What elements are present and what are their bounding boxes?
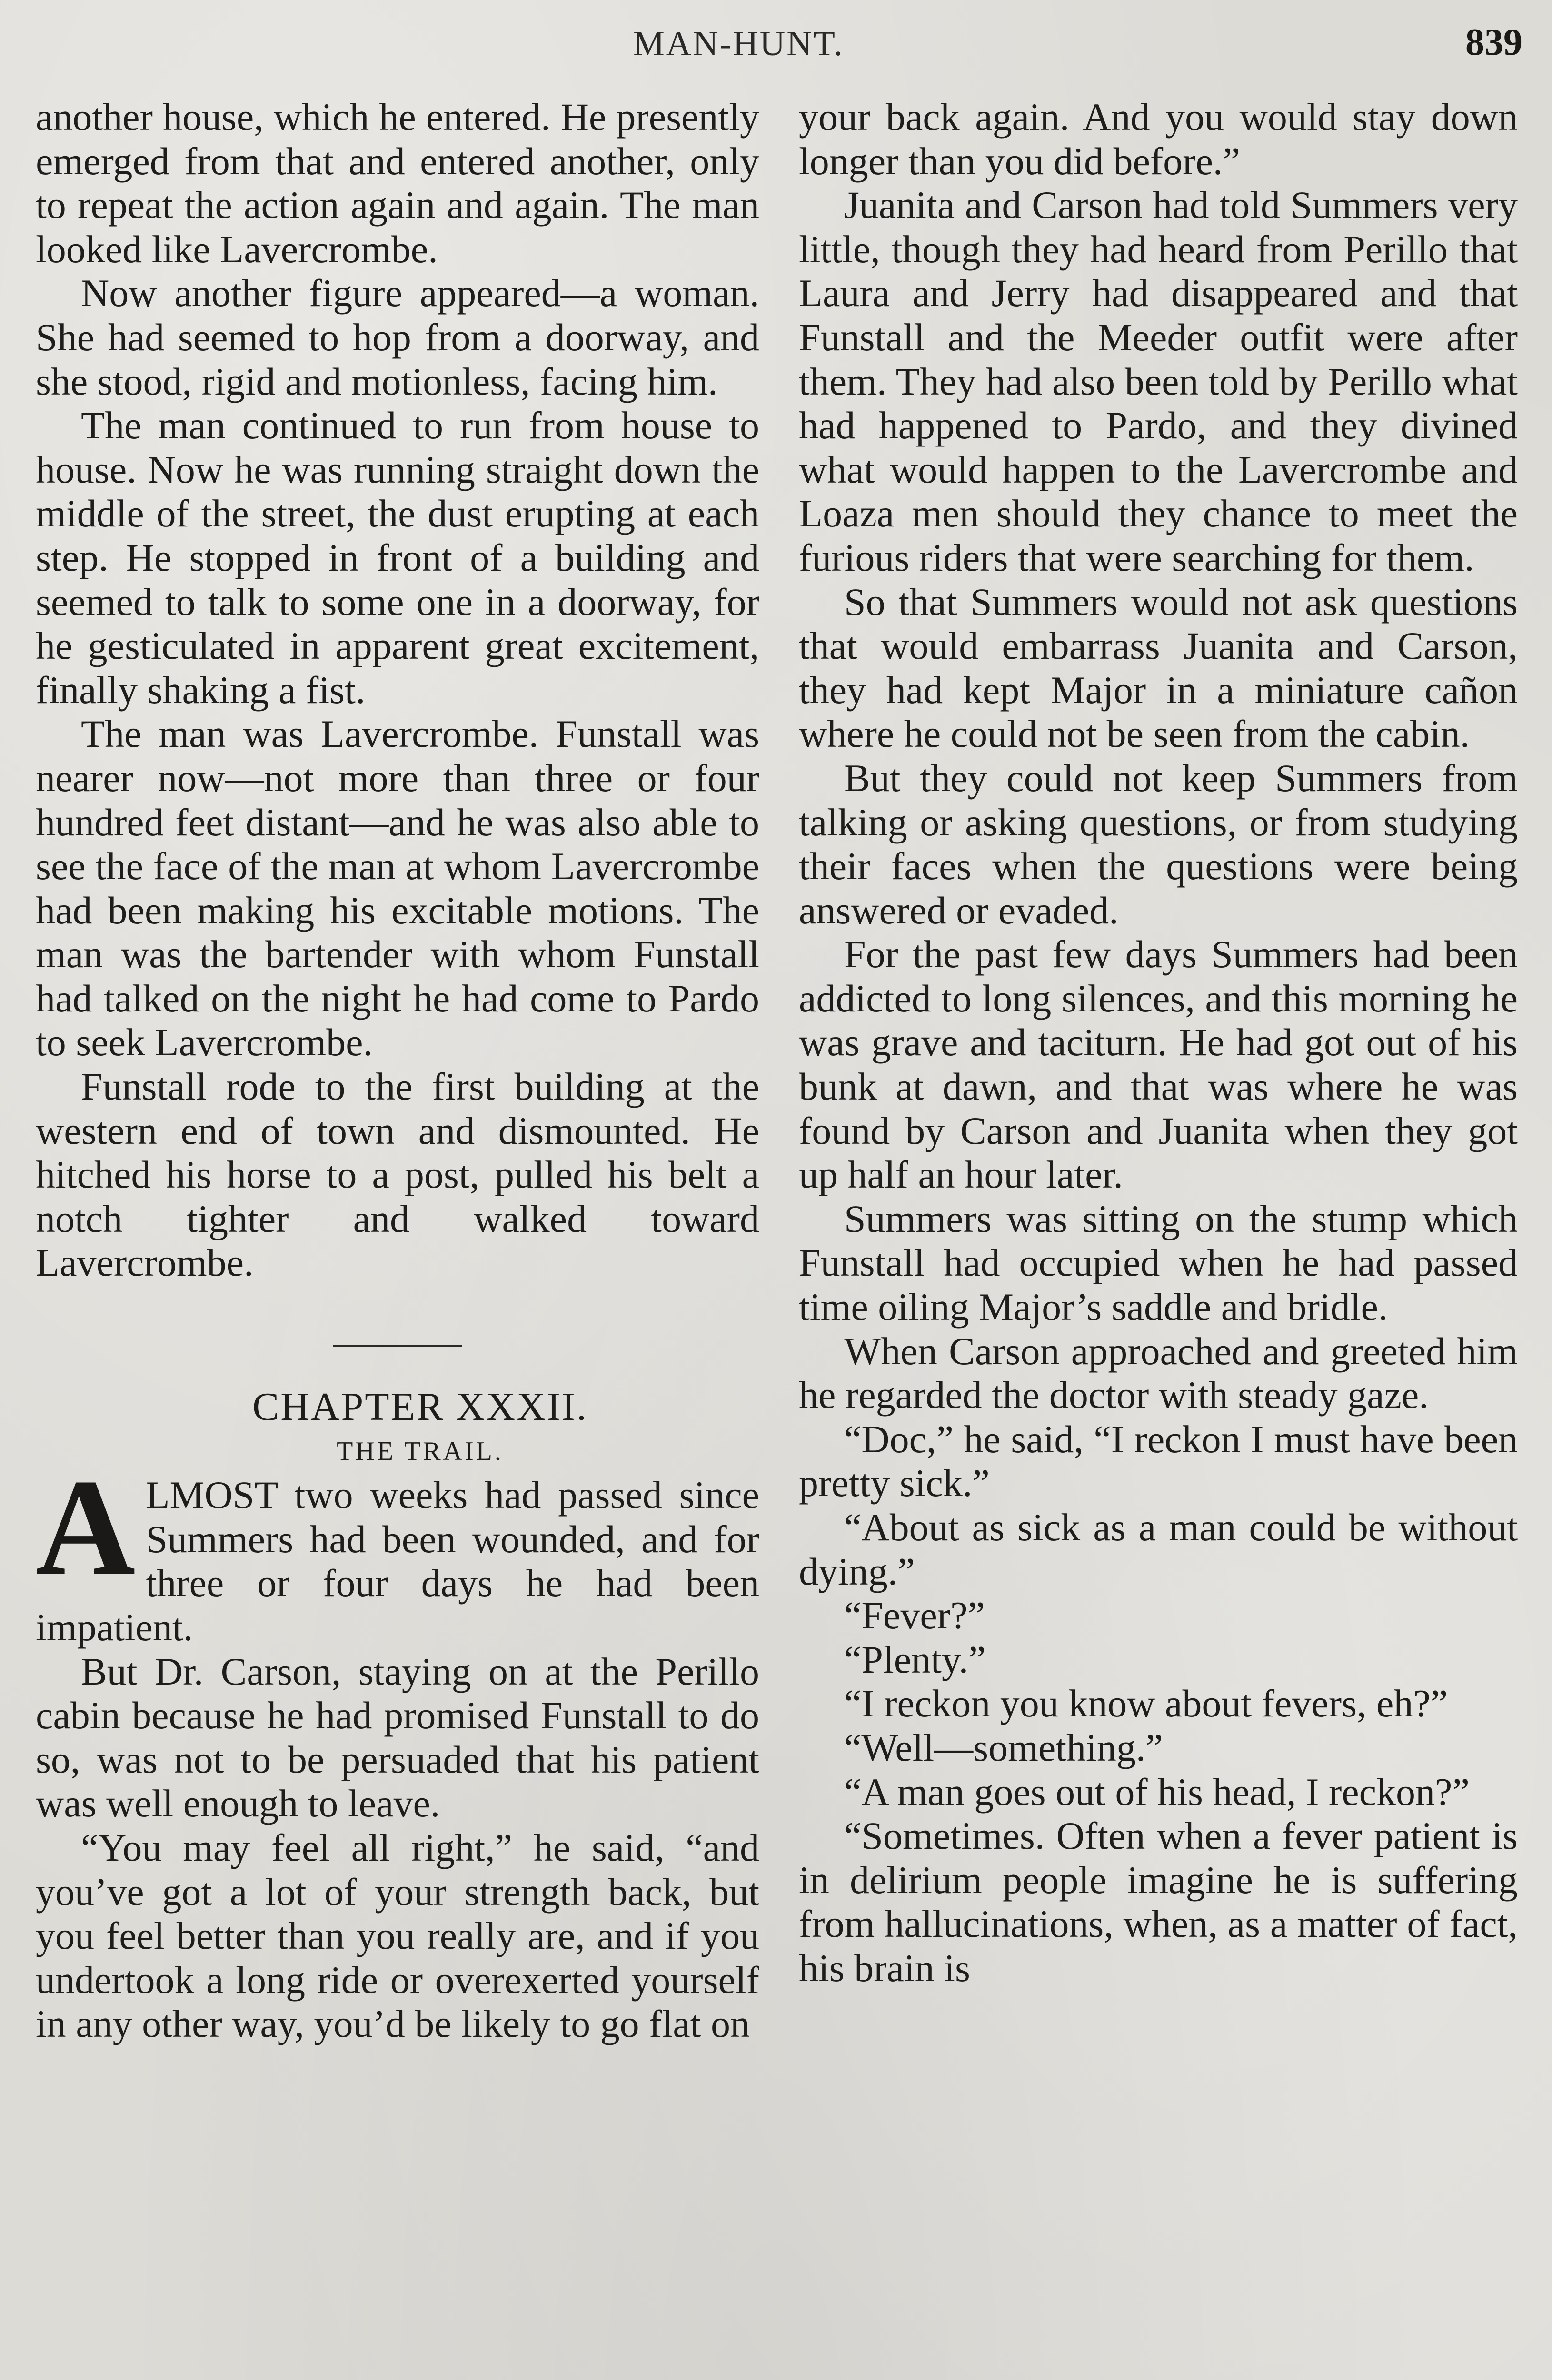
- paragraph: When Carson approached and greeted him he regarded the doctor with steady gaze.: [799, 1329, 1518, 1417]
- paragraph: “Well—something.”: [844, 1726, 1163, 1769]
- paragraph: Summers was sitting on the stump which Funstall had occupied when he had passed time oiling Major’s saddle and bridle.: [799, 1197, 1518, 1329]
- right-column: [799, 95, 1518, 1991]
- page-number: 839: [1465, 21, 1522, 63]
- paragraph: But Dr. Carson, staying on at the Perillo cabin because he had promised Funstall to do so, was not to be persuaded that his patient was well enough to leave.: [36, 1649, 759, 1825]
- paragraph: another house, which he entered. He presently emerged from that and entered another, only to repeat the action again and again. The man looked like Lavercrombe.: [36, 95, 759, 271]
- left-column: [36, 95, 759, 2046]
- paragraph: The man continued to run from house to house. Now he was running straight down the middle of the street, the dust erupting at each step. He stopped in front of a building and seemed to talk to some one in a doorway, for he gesticulated in apparent great excitement, finally shaking a fist.: [36, 404, 759, 712]
- paragraph: “I reckon you know about fevers, eh?”: [844, 1682, 1448, 1726]
- paragraph: But they could not keep Summers from talking or asking questions, or from studying their faces when the questions were being answered or evaded.: [799, 756, 1518, 932]
- paragraph: “Sometimes. Often when a fever patient is in delirium people imagine he is suffering from hallucinations, when, as a matter of fact, his brain is: [799, 1814, 1518, 1990]
- opening-caps: LMOST: [146, 1473, 278, 1517]
- running-head: [0, 19, 1552, 71]
- drop-cap: A: [36, 1451, 136, 1604]
- paragraph: your back again. And you would stay down longer than you did before.”: [799, 95, 1518, 183]
- paragraph: For the past few days Summers had been addicted to long silences, and this morning he was grave and taciturn. He had got out of his bunk at dawn, and that was where he was found by Carson and Juanita when they got up half an hour later.: [799, 932, 1518, 1197]
- paragraph: The man was Lavercrombe. Funstall was nearer now—not more than three or four hundred feet distant—and he was also able to see the face of the man at whom Lavercrombe had been making his excitable motions. The man was the bartender with whom Funstall had talked on the night he had come to Pardo to seek Lavercrombe.: [36, 712, 759, 1064]
- chapter-subtitle: THE TRAIL.: [337, 1436, 504, 1466]
- paragraph: “A man goes out of his head, I reckon?”: [844, 1770, 1470, 1814]
- paragraph: “About as sick as a man could be without dying.”: [799, 1506, 1518, 1593]
- paragraph: Now another figure appeared—a woman. She had seemed to hop from a doorway, and she stood, rigid and motionless, facing him.: [36, 271, 759, 403]
- chapter-title: CHAPTER XXXII.: [252, 1385, 588, 1429]
- paragraph: “Fever?”: [844, 1594, 985, 1637]
- paragraph: “Doc,” he said, “I reckon I must have been pretty sick.”: [799, 1417, 1518, 1505]
- paragraph: “Plenty.”: [844, 1637, 986, 1681]
- paragraph: So that Summers would not ask questions that would embarrass Juanita and Carson, they had kept Major in a miniature cañon where he could not be seen from the cabin.: [799, 580, 1518, 756]
- chapter-divider: [333, 1345, 462, 1347]
- paragraph: Juanita and Carson had told Summers very little, though they had heard from Perillo that Laura and Jerry had disappeared and that Funstall and the Meeder outfit were after them. They had also been told by Perillo what had happened to Pardo, and they divined what would happen to the Lavercrombe and Loaza men should they chance to meet the furious riders that were searching for them.: [799, 183, 1518, 579]
- opening-text: two weeks had passed since Summers had been wounded, and for three or four days he had been impatient.: [36, 1473, 759, 1649]
- paragraph: Funstall rode to the first building at the western end of town and dismounted. He hitched his horse to a post, pulled his belt a notch tighter and walked toward Lavercrombe.: [36, 1065, 759, 1285]
- paragraph: “You may feel all right,” he said, “and you’ve got a lot of your strength back, but you feel better than you really are, and if you undertook a long ride or overexerted yourself in any other way, you’d be likely to go flat on: [36, 1825, 759, 2046]
- running-title: MAN-HUNT.: [633, 24, 844, 63]
